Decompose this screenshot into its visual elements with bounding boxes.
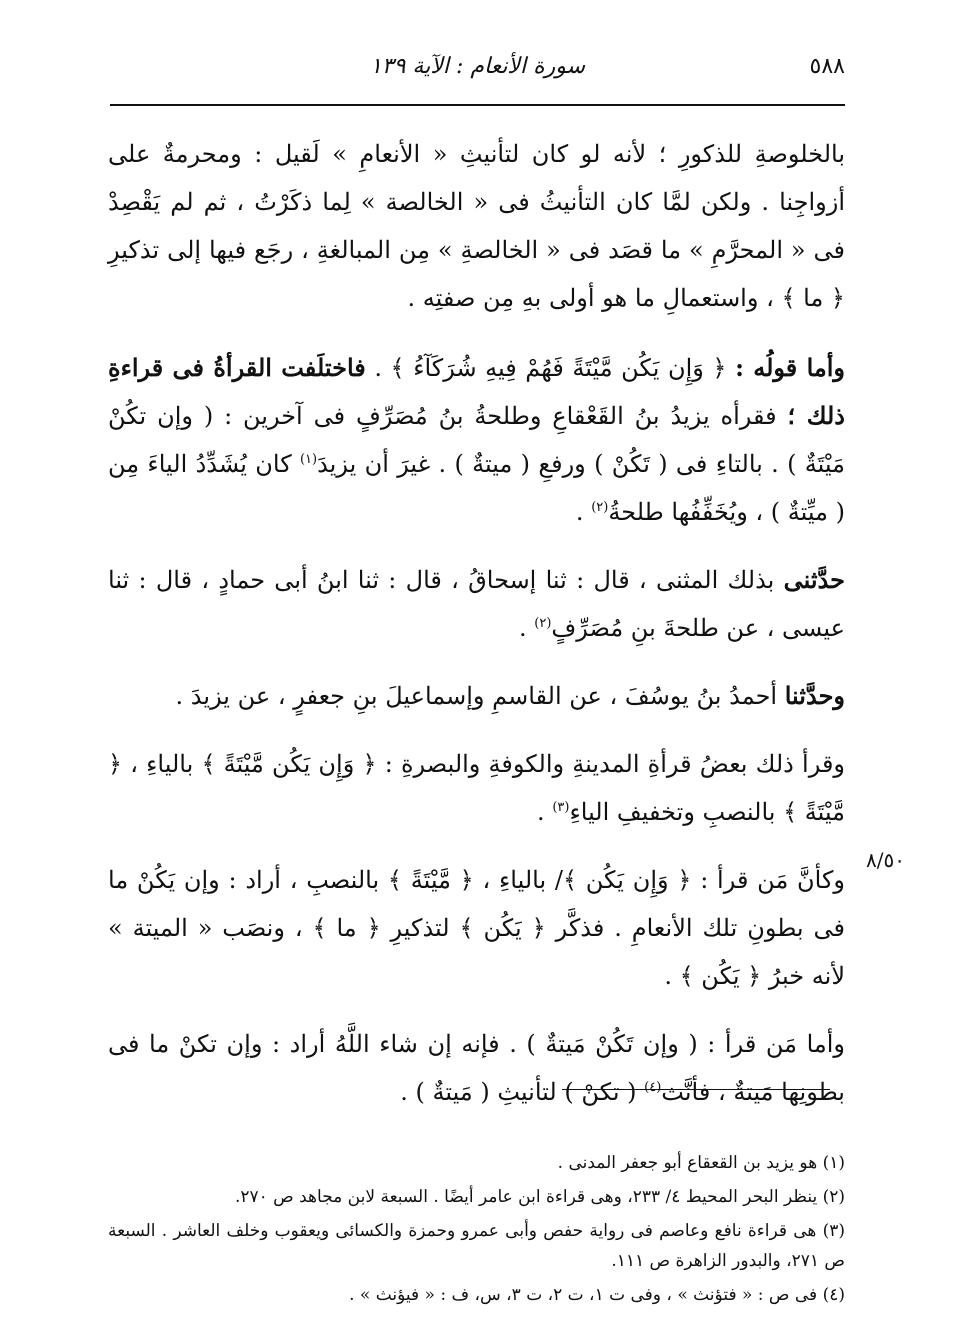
footnotes: [108, 1148, 845, 1314]
paragraph-2-text-a: فقرأه يزيدُ بنُ القَعْقاعِ وطلحةُ بنُ مُصَرِّفٍ فى آخرين : ( وإن تكُنْ مَيْتَةٌ ) . بالتاءِ فى ( تَكُنْ ) ورفعِ ( ميتةٌ ) . غيرَ أن يزيدَ: [108, 402, 845, 478]
paragraph-3-text: بذلك المثنى ، قال : ثنا إسحاقُ ، قال : ثنا ابنُ أبى حمادٍ ، قال : ثنا عيسى ، عن طلحةَ بنِ مُصَرِّفٍ: [108, 566, 845, 642]
quran-quote: ﴿ وَإِن يَكُن مَّيْتَةً فَهُمْ فِيهِ شُرَكَآءُ ﴾ .: [374, 354, 727, 382]
paragraph-5-text: وقرأ ذلك بعضُ قرأةِ المدينةِ والكوفةِ والبصرةِ : ﴿ وَإِن يَكُن مَّيْتَةً ﴾ بالياءِ ، ﴿ مَّيْتَةً ﴾ بالنصبِ وتخفيفِ الياءِ: [108, 750, 845, 826]
footnote-ref-3[interactable]: (٣): [552, 800, 570, 815]
paragraph-4-lead: وحدَّثنا: [784, 681, 845, 710]
paragraph-4-text: أحمدُ بنُ يوسُفَ ، عن القاسمِ وإسماعيلَ بنِ جعفرٍ ، عن يزيدَ .: [175, 682, 778, 710]
paragraph-7: [108, 1020, 845, 1116]
footnote-ref-2[interactable]: (٢): [591, 500, 609, 515]
margin-reference: ٨/٥٠: [866, 848, 905, 872]
footnote-2: (٢) ينظر البحر المحيط ٤/ ٢٣٣، وهى قراءة ابن عامر أيضًا . السبعة لابن مجاهد ص ٢٧٠.: [234, 1187, 845, 1207]
paragraph-3-lead: حدَّثنى: [783, 565, 845, 594]
paragraph-2-text-b: كان يُشَدِّدُ الياءَ مِن ( ميِّتةٌ ) ، ويُخَفِّفُها طلحةُ: [108, 450, 845, 526]
paragraph-2: [108, 344, 845, 536]
paragraph-5: [108, 740, 845, 836]
paragraph-4: [108, 672, 845, 720]
paragraph-7-text-a: وأما مَن قرأ : ( وإن تَكُنْ مَيتةٌ ) . فإنه إن شاء اللَّهُ أراد : وإن تكنْ ما فى بطونِها مَيتةٌ ، فأنَّث: [108, 1030, 845, 1106]
paragraph-1-text: بالخلوصةِ للذكورِ ؛ لأنه لو كان لتأنيثِ « الأنعامِ » لَقيل : ومحرمةٌ على أزواجِنا . ولكن لمَّا كان التأنيثُ فى « الخالصة » لِما ذكَرْتُ ، ثم لم يَقْصِدْ فى « المحرَّمِ » ما قصَد فى « الخالصةِ » مِن المبالغةِ ، رجَع فيها إلى تذكيرِ ﴿ ما ﴾ ، واستعمالِ ما هو أولى بهِ مِن صفتِه .: [108, 140, 845, 312]
footnote-ref-2b[interactable]: (٢): [534, 616, 552, 631]
footnote-divider: [562, 1089, 830, 1090]
paragraph-7-text-b: ( تكنْ ) لتأنيثِ ( مَيتةٌ ) .: [400, 1078, 637, 1106]
page-header: [110, 48, 845, 88]
paragraph-3-end: .: [518, 614, 527, 642]
paragraph-1: [108, 130, 845, 322]
footnote-ref-4[interactable]: (٤): [644, 1080, 662, 1095]
footnote-ref-1[interactable]: (١): [299, 452, 318, 467]
footnote-3: (٣) هى قراءة نافع وعاصم فى رواية حفص وأبى عمرو وحمزة والكسائى ويعقوب وخلف العاشر . السبعة ص ٢٧١، والبدور الزاهرة ص ١١١.: [108, 1221, 845, 1271]
header-divider: [110, 104, 845, 106]
paragraph-6: [108, 856, 845, 1000]
running-title: سورة الأنعام : الآية ١٣٩: [369, 54, 586, 79]
paragraph-5-end: .: [537, 798, 545, 826]
main-text: [108, 130, 845, 1136]
paragraph-2-lead: وأما قولُه :: [735, 353, 846, 382]
footnote-1: (١) هو يزيد بن القعقاع أبو جعفر المدنى .: [557, 1153, 845, 1173]
footnote-4: (٤) فى ص : « فتؤنث » ، وفى ت ١، ت ٢، ت ٣، س، ف : « فيؤنث » .: [349, 1285, 845, 1305]
page-number: ٥٨٨: [809, 54, 845, 79]
paragraph-2-bold-phrase: فاختلَفت القرأةُ فى قراءةِ ذلك ؛: [108, 353, 845, 430]
paragraph-6-text: وكأنَّ مَن قرأ : ﴿ وَإِن يَكُن ﴾/ بالياءِ ، ﴿ مَّيْتَةً ﴾ بالنصبِ ، أراد : وإن يَكُنْ ما فى بطونِ تلك الأنعامِ . فذكَّر ﴿ يَكُن ﴾ لتذكيرِ ﴿ ما ﴾ ، ونصَب « الميتة » لأنه خبرُ ﴿ يَكُن ﴾ .: [108, 866, 845, 990]
paragraph-2-end: .: [575, 498, 584, 526]
paragraph-3: [108, 556, 845, 652]
